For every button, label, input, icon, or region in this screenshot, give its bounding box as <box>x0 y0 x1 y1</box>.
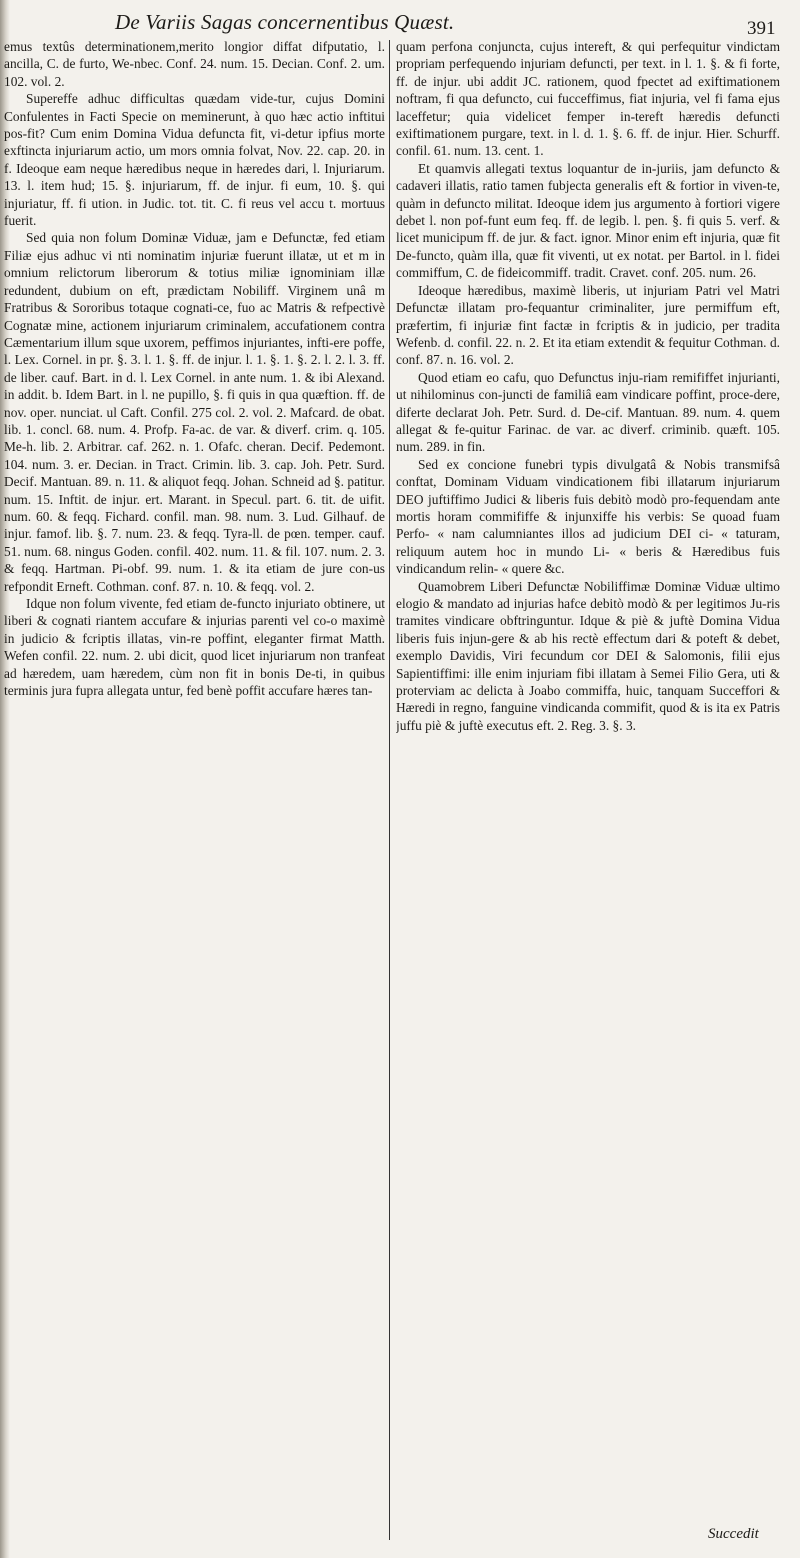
page-header <box>0 6 800 40</box>
running-head: De Variis Sagas concernentibus Quæst. <box>115 10 455 34</box>
paragraph: Idque non folum vivente, fed etiam de-functo injuriato obtinere, ut liberi & cognati riantem accufare & injurias parenti vel co-o maximè in judicio & fcriptis illatas, vin-re poffint, eleganter firmat Matth. Wefen confil. 22. num. 2. ubi dicit, quod licet injuriarum non tranfeat ad hæredem, uam hæredem, cùm non fit in bonis De-ti, in quibus terminis jura fupra allegata untur, fed benè poffit accufare hæres tan- <box>4 596 385 699</box>
paragraph: Et quamvis allegati textus loquantur de in-juriis, jam defuncto & cadaveri illatis, ratio tamen fubjecta generalis eft & fortior in viven-te, quàm in defuncto militat. Ideoque idem jus argumento à fortiori vigere debet l. non pof-funt eum feq. ff. de legib. l. pen. §. fi quis 5. verf. & licet municipum ff. de jur. & fact. ignor. Minor enim eft injuria, quæ fit De-functo, quàm illa, quæ fit viventi, ut ex notat. per Bartol. in l. fidei commiffum, C. de fideicommiff. tradit. Cravet. conf. 205. num. 26. <box>396 160 780 281</box>
paragraph: Quamobrem Liberi Defunctæ Nobiliffimæ Dominæ Viduæ ultimo elogio & mandato ad injurias hafce debitò modò & per legitimos Ju-ris tramites vindicare obftringuntur. Idque & piè & juftè Domina Vidua liberis fuis injun-gere & ab his rectè effectum dari & poteft & debet, exemplo Davidis, Viri fecundum cor DEI & Salomonis, filii ejus Sapientiffimi: ille enim injuriam fibi illatam à Semei Filio Gera, uti & proterviam ac delicta à Joabo commiffa, huic, tanquam Succeffori & Hæredi in regno, fanguine vindicanda commifit, quod & is ita ex Patris juffu piè & juftè executus eft. 2. Reg. 3. §. 3. <box>396 578 780 733</box>
left-column <box>4 38 385 1548</box>
catchword: Succedit <box>708 1526 759 1542</box>
page-number: 391 <box>747 18 776 39</box>
paragraph: quam perfona conjuncta, cujus intereft, & qui perfequitur vindictam propriam perfequendo injuriam defuncti, per text. in l. 1. §. & fi forte, ff. de injur. ubi addit JC. rationem, quod fpectet ad exiftimationem noftram, fi qua defuncto, cui fucceffimus, fiat injuria, vel fi fama ejus laceffetur; quia videlicet femper in-tereft hæredis defuncti exiftimationem purgare, text. in l. d. 1. §. 6. ff. de injur. Hier. Schurff. confil. 61. num. 13. cent. 1. <box>396 39 780 159</box>
paragraph: Ideoque hæredibus, maximè liberis, ut injuriam Patri vel Matri Defunctæ illatam pro-fequantur criminaliter, jure permiffum eft, præfertim, fi injuriæ fint factæ in fcriptis & in judicio, per tradita Wefenb. d. confil. 22. n. 2. Et ita etiam extendit & fequitur Cothman. d. conf. 87. n. 16. vol. 2. <box>396 282 780 368</box>
paragraph: Sed quia non folum Dominæ Viduæ, jam e Defunctæ, fed etiam Filiæ ejus adhuc vi nti nominatim injuriæ fuerunt illatæ, ut et m in omnium relictorum liberorum & totius miliæ ignominiam illæ redundent, dubium on eft, prædictam Nobiliff. Virginem unâ m Fratribus & Sororibus totaque cognati-ce, fuo ac Matris & refpectivè Cognatæ mine, actionem injuriarum criminalem, accufationem contra Cæmentarium illum sque uxorem, peffimos injuriantes, infti-ere poffe, l. Lex. Cornel. in pr. §. 3. l. 1. §. ff. de injur. l. 1. §. 1. §. 2. l. 2. l. 3. ff. de liber. cauf. Bart. in d. l. Lex Cornel. in ante num. 1. & ibi Alexand. in addit. b. Idem Bart. in l. ne pupillo, §. fi quis in qua quæftion. ff. de nov. oper. nunciat. ul Caft. Confil. 275 col. 2. vol. 2. Mafcard. de obat. lib. 1. concl. 68. num. 4. Profp. Fa-ac. de var. & diverf. crim. q. 105. Me-h. lib. 2. Arbitrar. caf. 262. n. 1. Ofafc. cheran. Decif. Pedemont. 104. num. 3. er. Decian. in Tract. Crimin. lib. 3. cap. Joh. Petr. Surd. Decif. Mantuan. 89. n. 11. & aliquot feqq. Johan. Schneid ad §. patitur. num. 15. Inftit. de injur. ert. Marant. in Specul. part. 6. tit. de uifit. num. 60. & feqq. Fichard. confil. man. 98. num. 3. Lud. Gilhauf. de injur. famof. lib. §. 7. num. 23. & feqq. Tyra-ll. de pœn. temper. cauf. 51. num. 68. ningus Goden. confil. 402. num. 11. & fil. 107. num. 2. 3. & feqq. Hartman. Pi-obf. 99. num. 1. & ita etiam de jure con-us refpondit Erneft. Cothman. conf. 87. n. 10. & feqq. vol. 2. <box>4 230 385 594</box>
right-column <box>396 38 780 1548</box>
paragraph: Supereffe adhuc difficultas quædam vide-tur, cujus Domini Confulentes in Facti Specie on meminerunt, à quo hæc actio inftitui pos-fit? Cum enim Domina Vidua defuncta fit, vi-detur ipfius morte exftincta injuriarum actio, um mors omnia folvat, Nov. 22. cap. 20. in f. Ideoque eam neque hæredibus neque in hæredes dari, l. Injuriarum. 13. l. item hud; 15. §. injuriarum, ff. de injur. fi eum, 10. §. qui injuriatur, ff. fi ution. in Judic. tot. tit. C. fi reus vel accu t. mortuus fuerit. <box>4 91 385 229</box>
paragraph: Quod etiam eo cafu, quo Defunctus inju-riam remififfet injurianti, ut nihilominus con-juncti de familiâ eam vindicare poffint, proce-dere, diferte declarat Joh. Petr. Surd. d. De-cif. Mantuan. 89. num. 4. quem allegat & fe-quitur Farinac. de var. ac diverf. criminib. quæft. 105. num. 289. in fin. <box>396 369 780 455</box>
column-divider <box>389 40 390 1540</box>
paragraph: emus textûs determinationem,merito longior diffat difputatio, l. ancilla, C. de furto, We-nbec. Conf. 24. num. 15. Decian. Conf. 2. um. 102. vol. 2. <box>4 39 385 89</box>
paragraph: Sed ex concione funebri typis divulgatâ & Nobis transmifsâ conftat, Dominam Viduam vindicationem fibi illatarum injuriarum DEO juftiffimo Judici & liberis fuis debitò modò pro-fequendam ante mortis horam commififfe & injunxiffe his verbis: Se quoad fuam Perfo- « nam calumniantes illos ad judicium DEI ci- « taturam, reliquum autem hoc in mundo Li- « beris & Hæredibus fuis vindicandum relin- « quere &c. <box>396 456 780 577</box>
